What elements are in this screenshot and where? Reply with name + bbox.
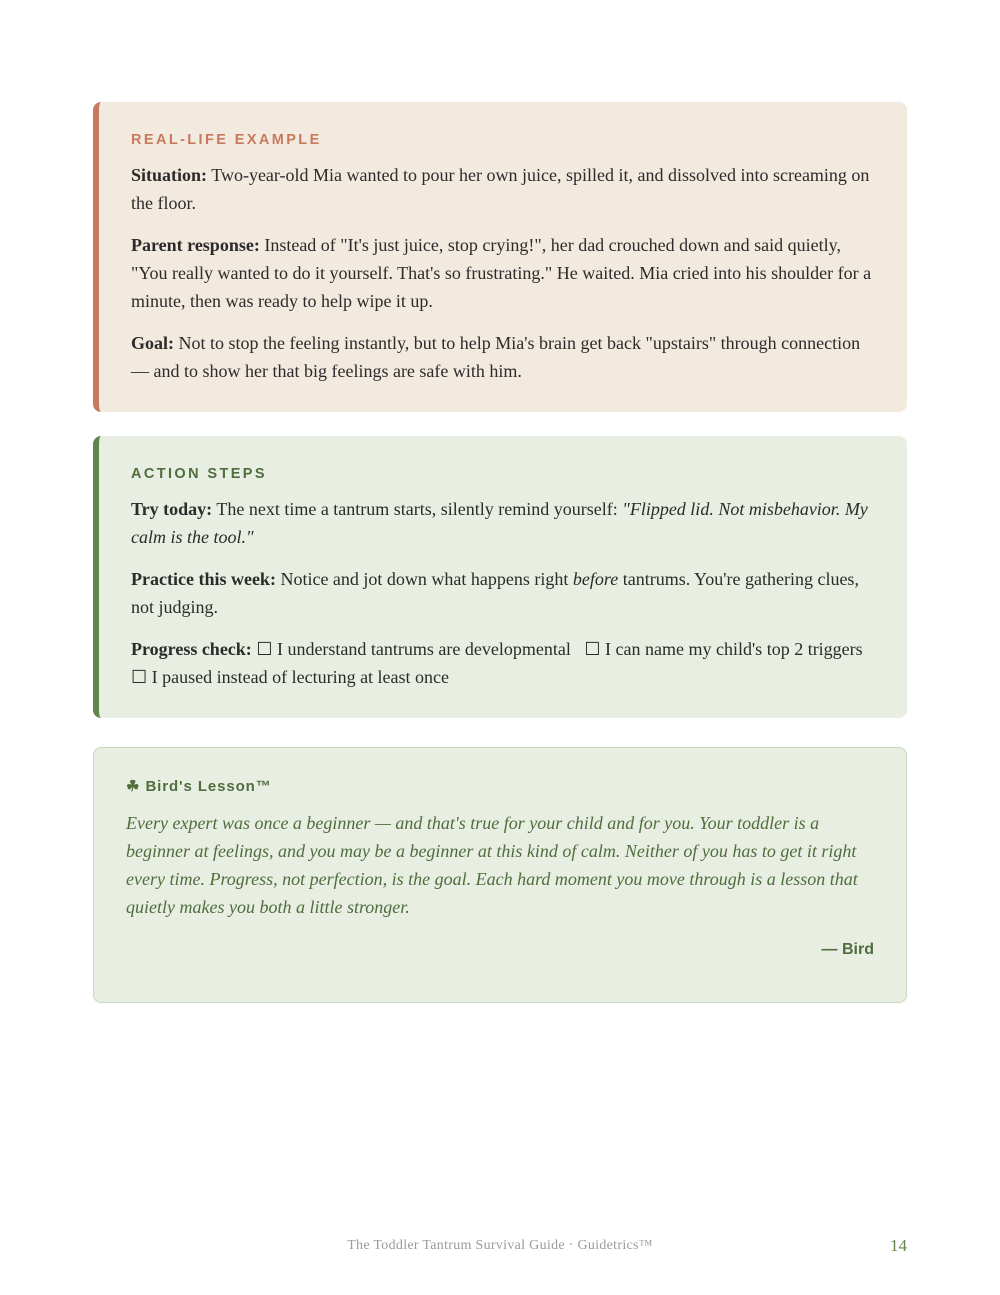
- try-today-paragraph: [131, 495, 875, 551]
- try-today-quote: "Flipped lid. Not misbehavior. My calm is the tool.": [131, 499, 868, 547]
- situation-paragraph: [131, 161, 875, 217]
- progress-check-label: Progress check:: [131, 639, 252, 659]
- progress-checkbox-item[interactable]: ☐ I understand tantrums are developmental: [256, 639, 571, 659]
- practice-paragraph: [131, 565, 875, 621]
- goal-text: Not to stop the feeling instantly, but to help Mia's brain get back "upstairs" through connection — and to show her that big feelings are safe with him.: [131, 333, 861, 381]
- lesson-title-row: [126, 778, 874, 796]
- action-steps-card: [93, 436, 907, 718]
- parent-response-text: Instead of "It's just juice, stop crying!", her dad crouched down and said quietly, "You really wanted to do it yourself. That's so frustrating." He waited. Mia cried into his shoulder for a minute, then was ready to help wipe it up.: [131, 235, 872, 311]
- practice-text-2: tantrums. You're gathering clues, not judging.: [131, 569, 859, 617]
- lesson-body: Every expert was once a beginner — and that's true for your child and for you. Your toddler is a beginner at feelings, and you may be a beginner at this kind of calm. Neither of you has to get it right every time. Progress, not perfection, is the goal. Each hard moment you move through is a lesson that quietly makes you both a little stronger.: [126, 813, 858, 917]
- situation-label: Situation:: [131, 165, 208, 185]
- try-today-text: The next time a tantrum starts, silently remind yourself:: [212, 499, 623, 519]
- footer-title: The Toddler Tantrum Survival Guide · Guidetrics™: [347, 1238, 653, 1253]
- practice-text-1: Notice and jot down what happens right: [275, 569, 573, 589]
- progress-checkbox-item[interactable]: ☐ I paused instead of lecturing at least once: [131, 667, 450, 687]
- practice-emphasis: before: [572, 569, 619, 589]
- progress-checkbox-item[interactable]: ☐ I can name my child's top 2 triggers: [584, 639, 863, 659]
- progress-check-paragraph: [131, 635, 875, 691]
- goal-paragraph: [131, 329, 875, 385]
- real-life-example-card: [93, 102, 907, 412]
- action-heading: ACTION STEPS: [131, 466, 267, 482]
- try-today-label: Try today:: [131, 499, 213, 519]
- goal-label: Goal:: [131, 333, 174, 353]
- practice-label: Practice this week:: [131, 569, 276, 589]
- parent-response-label: Parent response:: [131, 235, 260, 255]
- birds-lesson-card: [93, 747, 907, 1003]
- lesson-signature: — Bird: [821, 941, 874, 958]
- parent-response-paragraph: [131, 231, 875, 315]
- example-heading: REAL-LIFE EXAMPLE: [131, 132, 322, 148]
- situation-text: Two-year-old Mia wanted to pour her own juice, spilled it, and dissolved into screaming on the floor.: [131, 165, 870, 213]
- page-number: 14: [890, 1236, 907, 1255]
- lesson-title: Bird's Lesson™: [145, 778, 272, 795]
- shamrock-icon: ☘: [126, 778, 141, 795]
